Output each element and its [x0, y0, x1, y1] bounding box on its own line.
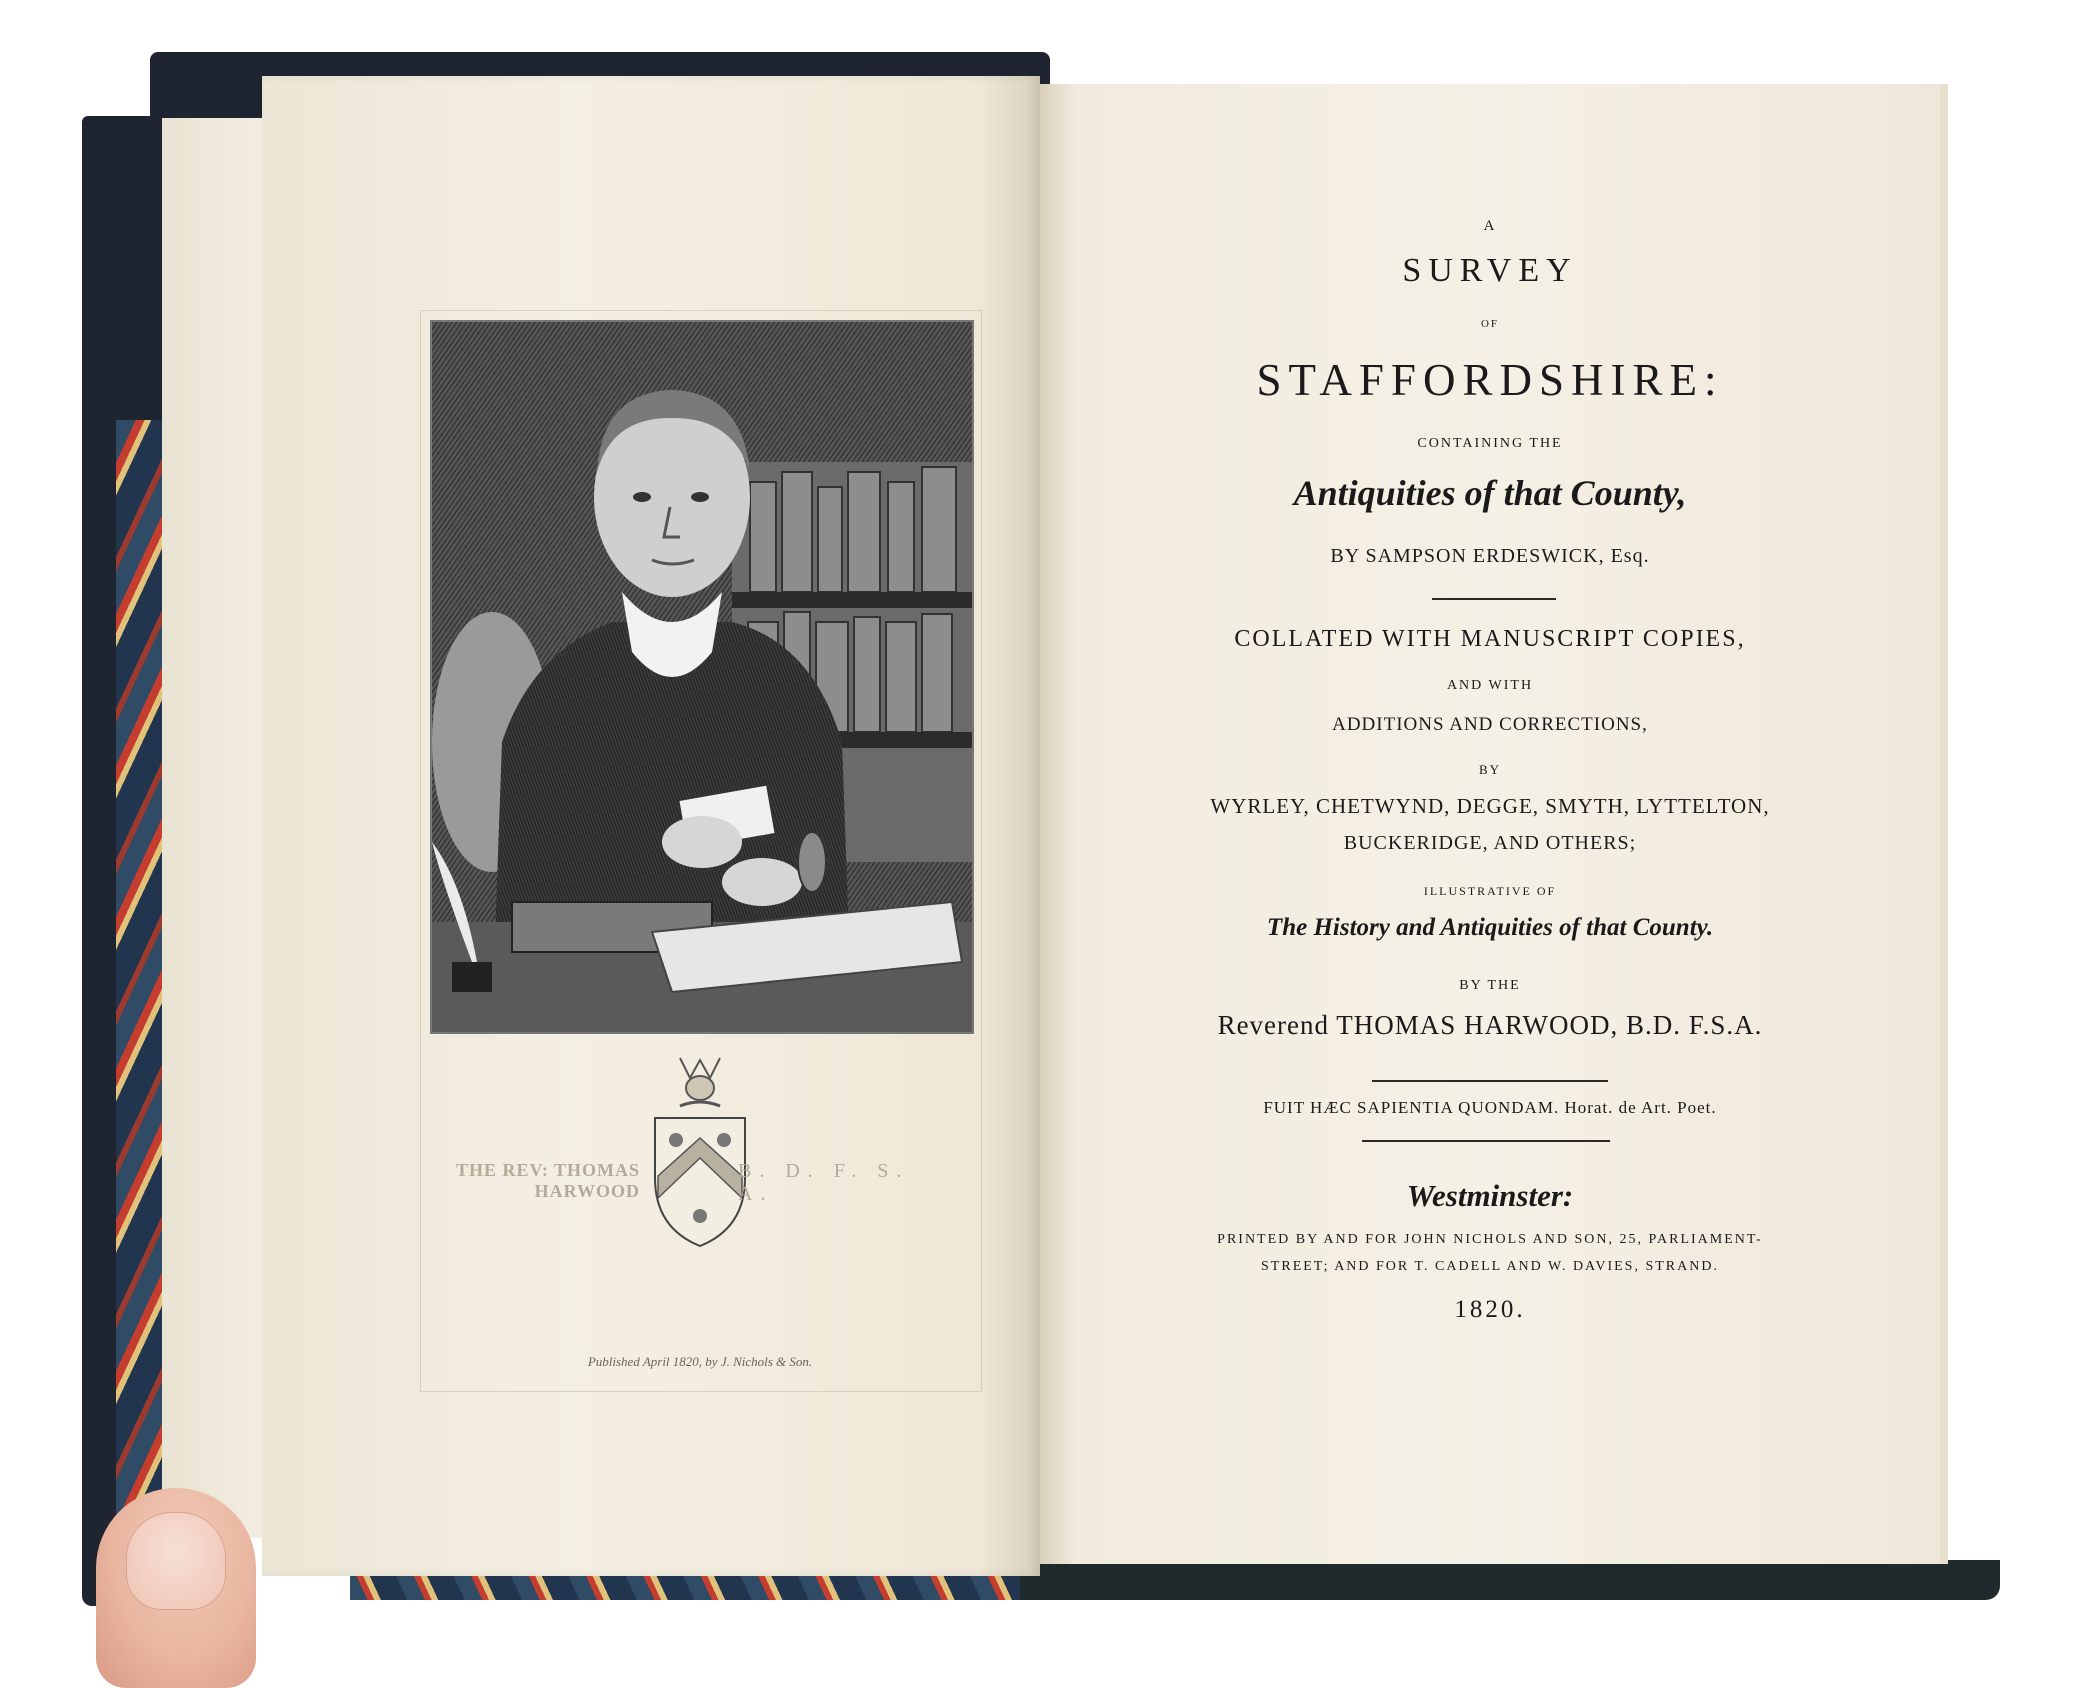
title-line-history: The History and Antiquities of that County.: [1266, 914, 1714, 941]
title-line-place: Westminster:: [1406, 1178, 1574, 1213]
title-line-containing: CONTAINING THE: [1417, 436, 1563, 451]
title-line-printer-1: PRINTED BY AND FOR JOHN NICHOLS AND SON, 25, PARLIAMENT-: [1217, 1232, 1763, 1247]
thumbnail: [126, 1512, 226, 1610]
title-line-illustrative: ILLUSTRATIVE OF: [1423, 884, 1557, 898]
title-rule-1: [1432, 598, 1556, 600]
title-line-names-2: BUCKERIDGE, AND OTHERS;: [1343, 832, 1637, 854]
title-line-collated: COLLATED WITH MANUSCRIPT COPIES,: [1234, 626, 1746, 652]
title-line-author: BY SAMPSON ERDESWICK, Esq.: [1330, 545, 1650, 567]
right-page: [1040, 84, 1948, 1564]
frontispiece-caption-name: THE REV: THOMAS HARWOOD: [455, 1160, 640, 1201]
title-line-county: STAFFORDSHIRE:: [1256, 355, 1724, 405]
flyleaf: [162, 118, 272, 1538]
title-rule-3: [1362, 1140, 1610, 1142]
title-line-editor: Reverend THOMAS HARWOOD, B.D. F.S.A.: [1217, 1010, 1763, 1040]
title-line-of: OF: [1480, 318, 1500, 330]
published-line: Published April 1820, by J. Nichols & Son.: [587, 1354, 813, 1369]
title-line-a: A: [1483, 218, 1497, 234]
title-line-year: 1820.: [1454, 1296, 1526, 1323]
frontispiece-caption-degrees: B. D. F. S. A.: [738, 1160, 910, 1205]
title-line-antiquities: Antiquities of that County,: [1293, 473, 1687, 513]
title-line-by-the: BY THE: [1459, 978, 1521, 993]
title-line-by: BY: [1478, 762, 1502, 777]
title-line-printer-2: STREET; AND FOR T. CADELL AND W. DAVIES, STRAND.: [1261, 1259, 1719, 1274]
title-rule-2: [1372, 1080, 1608, 1082]
title-line-survey: SURVEY: [1402, 252, 1578, 289]
title-line-and-with: AND WITH: [1446, 678, 1534, 693]
title-imprint: [1120, 1226, 1860, 1280]
book-cover-bottom: [1020, 1560, 2000, 1600]
title-line-additions: ADDITIONS AND CORRECTIONS,: [1332, 714, 1648, 735]
coat-of-arms-icon: [650, 1048, 750, 1248]
portrait-engraving: [430, 320, 974, 1034]
title-line-motto: FUIT HÆC SAPIENTIA QUONDAM. Horat. de Art. Poet.: [1263, 1098, 1717, 1117]
title-line-names-1: WYRLEY, CHETWYND, DEGGE, SMYTH, LYTTELTON,: [1210, 794, 1770, 818]
portrait-illustration: [432, 322, 972, 1032]
